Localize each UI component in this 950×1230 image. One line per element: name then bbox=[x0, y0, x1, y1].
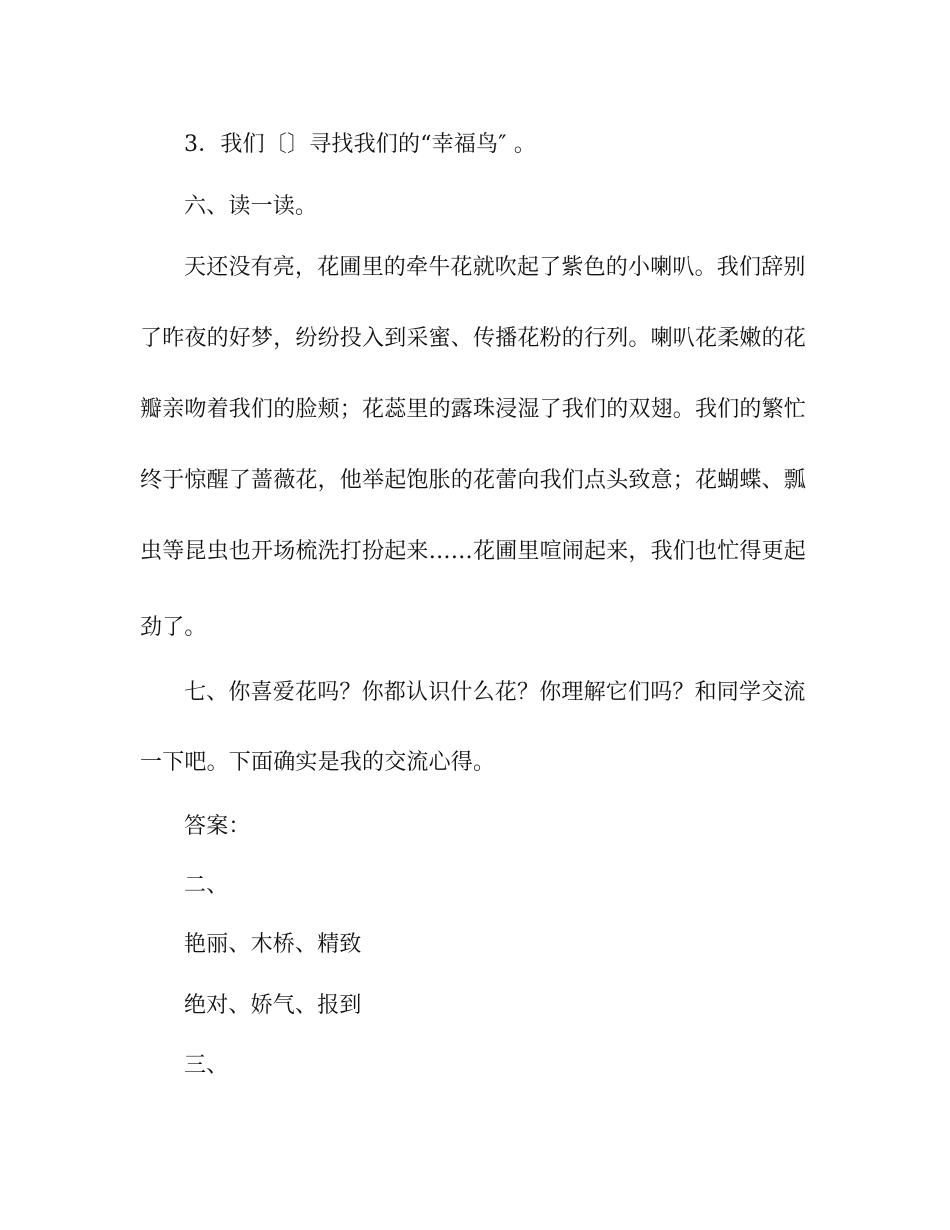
passage-line-3: 瓣亲吻着我们的脸颊；花蕊里的露珠浸湿了我们的双翅。我们的繁忙 bbox=[140, 397, 807, 422]
passage-line-5: 虫等昆虫也开场梳洗打扮起来……花圃里喧闹起来，我们也忙得更起 bbox=[140, 539, 807, 564]
passage-line-4: 终于惊醒了蔷薇花，他举起饱胀的花蕾向我们点头致意；花蝴蝶、瓢 bbox=[140, 468, 807, 493]
question-item-3: 3．我们〔〕寻找我们的“幸福鸟″ 。 bbox=[184, 132, 537, 157]
answer-2-line-2: 绝对、娇气、报到 bbox=[184, 993, 362, 1018]
section-6-title: 六、读一读。 bbox=[184, 194, 318, 219]
answer-2-title: 二、 bbox=[184, 873, 229, 898]
answer-3-title: 三、 bbox=[184, 1053, 229, 1078]
passage-line-2: 了昨夜的好梦，纷纷投入到采蜜、传播花粉的行列。喇叭花柔嫩的花 bbox=[140, 326, 807, 351]
section-7-line-2: 一下吧。下面确实是我的交流心得。 bbox=[140, 750, 496, 775]
section-7-line-1: 七、你喜爱花吗？你都认识什么花？你理解它们吗？和同学交流 bbox=[184, 680, 806, 705]
passage-line-6: 劲了。 bbox=[140, 615, 207, 640]
passage-line-1: 天还没有亮，花圃里的牵牛花就吹起了紫色的小喇叭。我们辞别 bbox=[184, 255, 806, 280]
answers-title: 答案： bbox=[184, 814, 251, 839]
answer-2-line-1: 艳丽、木桥、精致 bbox=[184, 932, 362, 957]
